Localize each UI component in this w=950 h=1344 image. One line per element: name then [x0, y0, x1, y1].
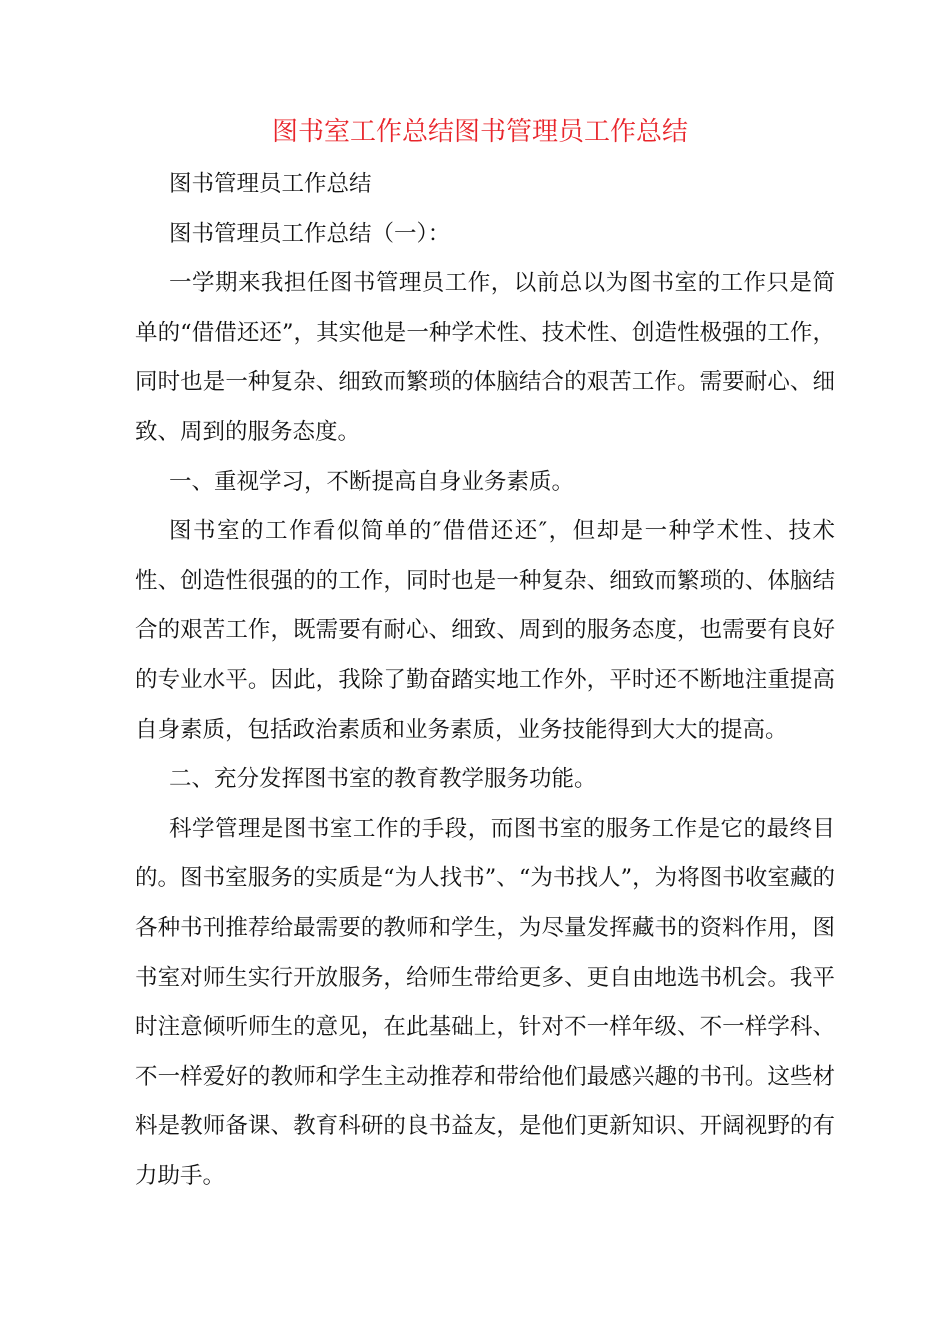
document-body	[135, 160, 835, 1201]
paragraph-point-two-heading: 二、充分发挥图书室的教育教学服务功能。	[169, 766, 597, 793]
paragraph-subtitle: 图书管理员工作总结	[169, 171, 372, 197]
paragraph-point-two-body: 科学管理是图书室工作的手段，而图书室的服务工作是它的最终目的。图书室服务的实质是“为人找书”、“为书找人”，为将图书收室藏的各种书刊推荐给最需要的教师和学生，为尽量发挥藏书的资料作用，图书室对师生实行开放服务，给师生带给更多、更自由地选书机会。我平时注意倾听师生的意见，在此基础上，针对不一样年级、不一样学科、不一样爱好的教师和学生主动推荐和带给他们最感兴趣的书刊。这些材料是教师备课、教育科研的良书益友，是他们更新知识、开阔视野的有力助手。	[135, 815, 835, 1189]
document-title: 图书室工作总结图书管理员工作总结	[271, 117, 688, 147]
paragraph-intro: 一学期来我担任图书管理员工作，以前总以为图书室的工作只是简单的“借借还还”，其实他是一种学术性、技术性、创造性极强的工作，同时也是一种复杂、细致而繁琐的体脑结合的艰苦工作。需要耐心、细致、周到的服务态度。	[135, 270, 835, 445]
paragraph-point-one-body: 图书室的工作看似简单的″借借还还″，但却是一种学术性、技术性、创造性很强的的工作，同时也是一种复杂、细致而繁琐的、体脑结合的艰苦工作，既需要有耐心、细致、周到的服务态度，也需要有良好的专业水平。因此，我除了勤奋踏实地工作外，平时还不断地注重提高自身素质，包括政治素质和业务素质，业务技能得到大大的提高。	[135, 518, 835, 743]
paragraph-section-heading: 图书管理员工作总结（一）：	[169, 220, 451, 247]
paragraph-point-one-heading: 一、重视学习，不断提高自身业务素质。	[169, 468, 575, 495]
